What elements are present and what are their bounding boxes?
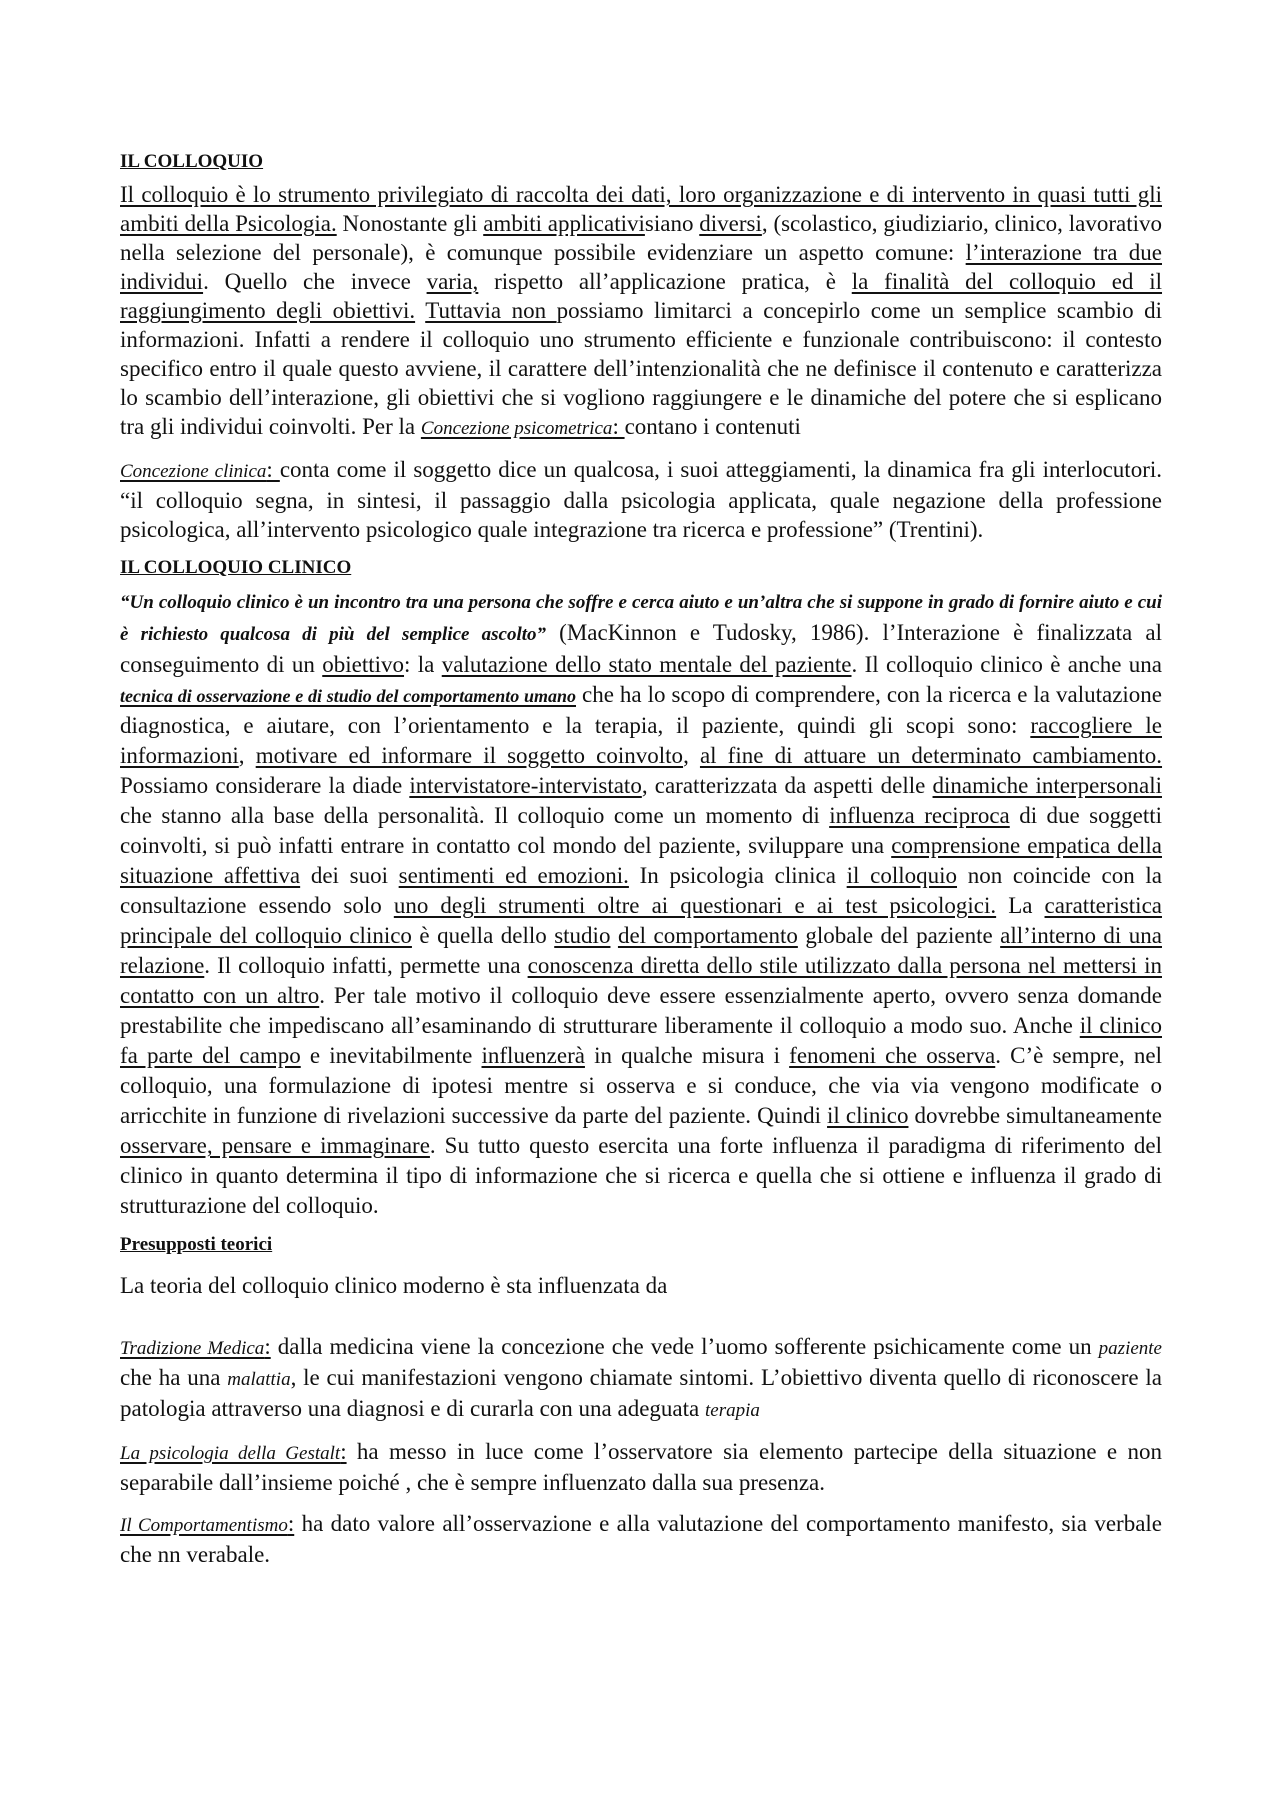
text: , le cui manifestazioni vengono chiamate sintomi. L’obiettivo diventa quello di riconoscere la patologia attraverso una diagnosi e di curarla con una adeguata [120,1365,1162,1421]
text: in qualche misura i [584,1043,790,1068]
underlined-text: : [612,414,625,439]
paragraph-introduction [120,180,1162,443]
text: In psicologia clinica [628,863,847,888]
text: è quella dello [411,923,555,948]
text: di due soggetti coinvolti, si può infatti entrare in contatto col mondo del paziente, sviluppare una [120,803,1163,858]
heading-il-colloquio-clinico: IL COLLOQUIO CLINICO [120,557,352,578]
text: possiamo limitarci a concepirlo come un semplice scambio di informazioni. Infatti a rendere il colloquio uno strumento efficiente e funzionale contribuiscono: il contesto specifico entro il quale questo avviene, il carattere dell’intenzionalità che ne definisce il contenuto e caratterizza lo scambio dell’interazione, gli obiettivi che si vogliono raggiungere e le dinamiche del potere che si esplicano tra gli individui coinvolti. Per la [120,298,1162,439]
underlined-text: : [264,1334,271,1359]
underlined-text: varia, [426,269,479,294]
concept-label: Tradizione Medica [120,1338,265,1359]
bold-underlined-text: tecnica di osservazione e di studio del comportamento umano [120,686,576,706]
underlined-text: comprensione empatica della situazione affettiva [120,833,1162,888]
text: rispetto all’applicazione pratica, è [478,269,852,294]
text: che stanno alla base della personalità. Il colloquio come un momento di [120,803,830,828]
underlined-text: valutazione dello stato mentale del paziente [441,652,852,677]
underlined-text: il clinico fa parte del campo [120,1013,1162,1068]
text: . Quello che invece [203,269,427,294]
paragraph-comportamentismo [120,1509,1162,1569]
quotation: “Un colloquio clinico è un incontro tra una persona che soffre e cerca aiuto e un’altra che si suppone in grado di fornire aiuto e cui è richiesto qualcosa di più del semplice ascolto” [120,592,1162,645]
underlined-text: all’interno di una relazione [120,923,1162,978]
text: dalla medicina viene la concezione che vede l’uomo sofferente psichicamente come un [270,1334,1099,1359]
underlined-text: l’interazione tra due individui [120,240,1162,294]
underlined-text: Il colloquio è lo strumento privilegiato di raccolta dei dati, loro organizzazione e di intervento in quasi tutti gli ambiti della Psicologia. [120,182,1162,236]
text: che ha una [120,1365,228,1390]
text: , [683,743,700,768]
text: ha messo in luce come l’osservatore sia elemento partecipe della situazione e non separabile dall’insieme poiché , che è sempre influenzato dalla sua presenza. [120,1439,1162,1495]
underlined-text: del comportamento [617,923,798,948]
underlined-text: : [340,1439,347,1464]
underlined-text: motivare ed informare il soggetto coinvolto [255,743,684,768]
underlined-text: ambiti applicativi [483,211,645,236]
italic-text: malattia [227,1369,291,1390]
concept-label: Concezione clinica [120,461,267,482]
underlined-text: Tuttavia non [425,298,557,323]
paragraph-colloquio-clinico [120,586,1162,1221]
text: La teoria del colloquio clinico moderno è sta influenzata da [120,1273,668,1298]
underlined-text: la finalità del colloquio ed il raggiungimento degli obiettivi. [120,269,1163,323]
text: Nonostante gli [336,211,484,236]
text: siano [644,211,700,236]
text: contano i contenuti [624,414,801,439]
text: che ha lo scopo di comprendere, con la ricerca e la valutazione diagnostica, e aiutare, con l’orientamento e la terapia, il paziente, quindi gli scopi sono: [120,682,1162,738]
underlined-text: caratteristica principale del colloquio clinico [120,893,1162,948]
text [610,923,617,948]
underlined-text: intervistatore-intervistato [409,773,642,798]
text: , [238,743,256,768]
underlined-text: : [287,1511,295,1536]
underlined-text: : [266,457,280,482]
text [415,298,425,323]
text: . Il colloquio clinico è anche una [851,652,1162,677]
concept-label: Concezione psicometrica [420,418,613,439]
underlined-text: diversi [699,211,762,236]
paragraph-concezione-clinica [120,455,1162,544]
text: ha dato valore all’osservazione e alla valutazione del comportamento manifesto, sia verbale che nn verabale. [120,1511,1163,1567]
underlined-text: uno degli strumenti oltre ai questionari e ai test psicologici. [393,893,997,918]
text: . Il colloquio infatti, permette una [204,953,528,978]
text: dei suoi [300,863,399,888]
text: La [996,893,1045,918]
text: Possiamo considerare la diade [120,773,410,798]
italic-text: paziente [1098,1338,1162,1359]
underlined-text: sentimenti ed emozioni. [398,863,629,888]
text: non coincide con la consultazione essendo solo [120,863,1162,918]
text: . Per tale motivo il colloquio deve essere essenzialmente aperto, ovvero senza domande prestabilite che impediscano all’esaminando di strutturare liberamente il colloquio a modo suo. Anche [120,983,1162,1038]
text: . Su tutto questo esercita una forte influenza il paradigma di riferimento del clinico in quanto determina il tipo di informazione che si ricerca e quella che si ottiene e influenza il grado di strutturazione del colloquio. [120,1133,1162,1218]
heading-presupposti-teorici: Presupposti teorici [120,1234,273,1255]
paragraph-teoria [120,1271,1162,1300]
underlined-text: osservare, pensare e immaginare [120,1133,430,1158]
paragraph-tradizione-medica [120,1332,1162,1425]
underlined-text: obiettivo [322,652,405,677]
text: . C’è sempre, nel colloquio, una formulazione di ipotesi mentre si osserva e si conduce, che via via vengono modificate o arricchite in funzione di rivelazioni successive da parte del paziente. Quindi [120,1043,1162,1128]
underlined-text: fenomeni che osserva [789,1043,996,1068]
text: , caratterizzata da aspetti delle [641,773,933,798]
underlined-text: il colloquio [846,863,958,888]
text: (MacKinnon e Tudosky, 1986). l’Interazione è finalizzata al conseguimento di un [120,620,1162,677]
concept-label: La psicologia della Gestalt [120,1443,341,1464]
heading-il-colloquio: IL COLLOQUIO [120,151,264,172]
underlined-text: raccogliere le informazioni [120,713,1162,768]
text: : la [404,652,442,677]
underlined-text: il clinico [827,1103,909,1128]
underlined-text: al fine di attuare un determinato cambiamento. [699,743,1163,768]
text: dovrebbe simultaneamente [908,1103,1162,1128]
underlined-text: conoscenza diretta dello stile utilizzato dalla persona nel mettersi in contatto con un altro [120,953,1162,1008]
text: globale del paziente [797,923,1001,948]
italic-text: terapia [704,1400,760,1421]
text: , (scolastico, giudiziario, clinico, lavorativo nella selezione del personale), è comunque possibile evidenziare un aspetto comune: [120,211,1162,265]
underlined-text: influenzerà [481,1043,585,1068]
underlined-text: studio [554,923,611,948]
text: conta come il soggetto dice un qualcosa, i suoi atteggiamenti, la dinamica fra gli interlocutori. “il colloquio segna, in sintesi, il passaggio dalla psicologia applicata, quale negazione della professione psicologica, all’intervento psicologico quale integrazione tra ricerca e professione” (Trentini). [120,457,1162,542]
underlined-text: dinamiche interpersonali [932,773,1162,798]
text: e inevitabilmente [300,1043,482,1068]
paragraph-gestalt [120,1437,1162,1497]
concept-label: Il Comportamentismo [120,1515,288,1536]
underlined-text: influenza reciproca [829,803,1010,828]
